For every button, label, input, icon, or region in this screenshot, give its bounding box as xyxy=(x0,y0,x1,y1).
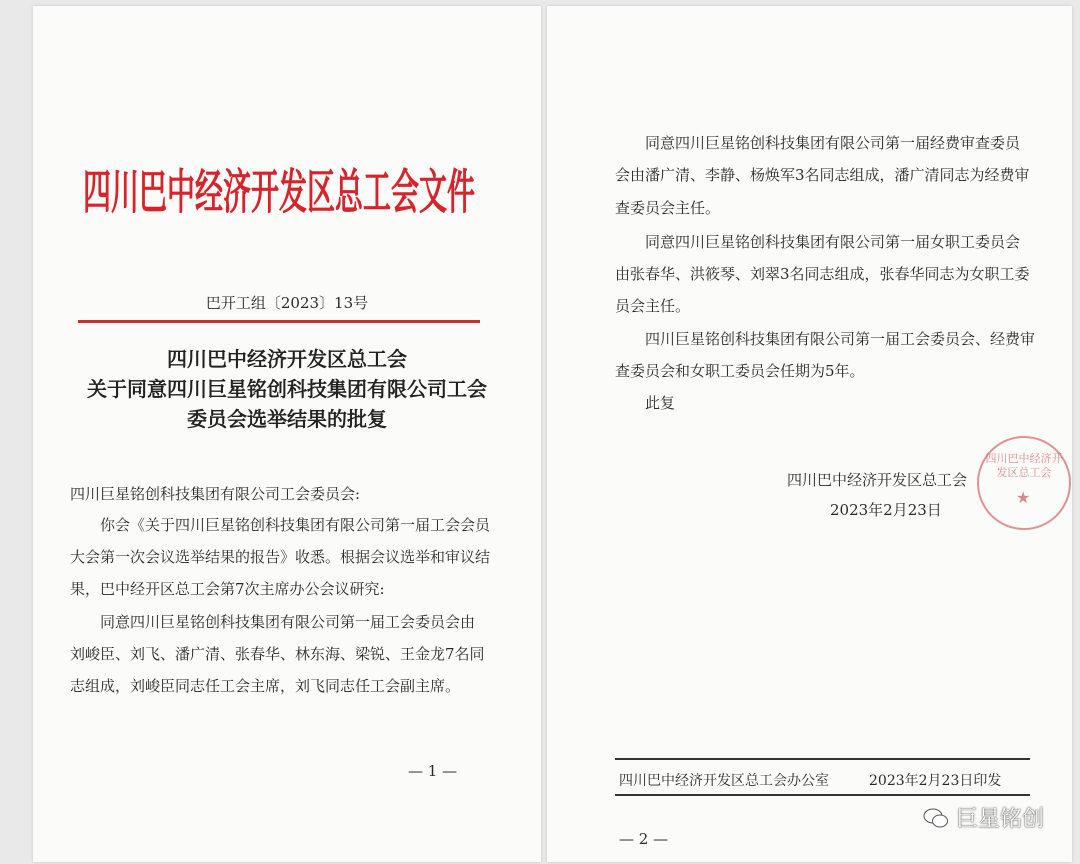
seal-star-icon: ★ xyxy=(1016,488,1031,507)
body-line: 此复 xyxy=(645,394,676,412)
body-line: 四川巨星铭创科技集团有限公司第一届工会委员会、经费审 xyxy=(645,330,1036,348)
footer-rule-top xyxy=(615,758,1030,760)
page-number: — 2 — xyxy=(619,830,669,848)
body-line: 员会主任。 xyxy=(615,297,691,315)
watermark-text: 巨星铭创 xyxy=(955,807,1044,832)
body-line: 查委员会和女职工委员会任期为5年。 xyxy=(615,362,865,380)
issue-date: 2023年2月23日 xyxy=(830,501,942,519)
document-number: 巴开工组〔2023〕13号 xyxy=(205,294,369,312)
page-number: — 1 — xyxy=(408,762,458,780)
body-line: 四川巨星铭创科技集团有限公司工会委员会: xyxy=(70,485,361,503)
body-line: 同意四川巨星铭创科技集团有限公司第一届经费审查委员 xyxy=(645,134,1021,152)
subject-line: 委员会选举结果的批复 xyxy=(187,407,387,431)
body-line: 果，巴中经开区总工会第7次主席办公会议研究: xyxy=(70,580,385,598)
footer-rule-bottom xyxy=(615,794,1030,796)
body-line: 大会第一次会议选举结果的报告》收悉。根据会议选举和审议结 xyxy=(70,548,491,566)
footer-office: 四川巴中经济开发区总工会办公室 xyxy=(619,773,829,789)
document-page-2 xyxy=(547,6,1072,862)
watermark xyxy=(923,802,1044,833)
body-line: 查委员会主任。 xyxy=(615,199,721,217)
body-line: 由张春华、洪筱琴、刘翠3名同志组成，张春华同志为女职工委 xyxy=(615,265,1030,283)
document-page-1 xyxy=(33,6,541,862)
subject-line: 四川巴中经济开发区总工会 xyxy=(167,347,407,371)
body-line: 志组成，刘峻臣同志任工会主席，刘飞同志任工会副主席。 xyxy=(70,677,461,695)
body-line: 同意四川巨星铭创科技集团有限公司第一届女职工委员会 xyxy=(645,233,1021,251)
body-line: 你会《关于四川巨星铭创科技集团有限公司第一届工会会员 xyxy=(100,516,491,534)
subject-line: 关于同意四川巨星铭创科技集团有限公司工会 xyxy=(87,377,487,401)
document-header-title: 四川巴中经济开发区总工会文件 xyxy=(83,164,476,221)
signature: 四川巴中经济开发区总工会 xyxy=(787,471,968,489)
body-line: 会由潘广清、李静、杨焕军3名同志组成，潘广清同志为经费审 xyxy=(615,166,1030,184)
footer-date: 2023年2月23日印发 xyxy=(869,773,1002,789)
red-divider xyxy=(78,320,480,323)
official-seal xyxy=(977,436,1071,530)
wechat-icon xyxy=(923,807,949,829)
seal-text: 四川巴中经济开发区总工会 xyxy=(985,452,1063,479)
body-line: 同意四川巨星铭创科技集团有限公司第一届工会委员会由 xyxy=(100,613,476,631)
body-line: 刘峻臣、刘飞、潘广清、张春华、林东海、梁锐、王金龙7名同 xyxy=(70,645,485,663)
